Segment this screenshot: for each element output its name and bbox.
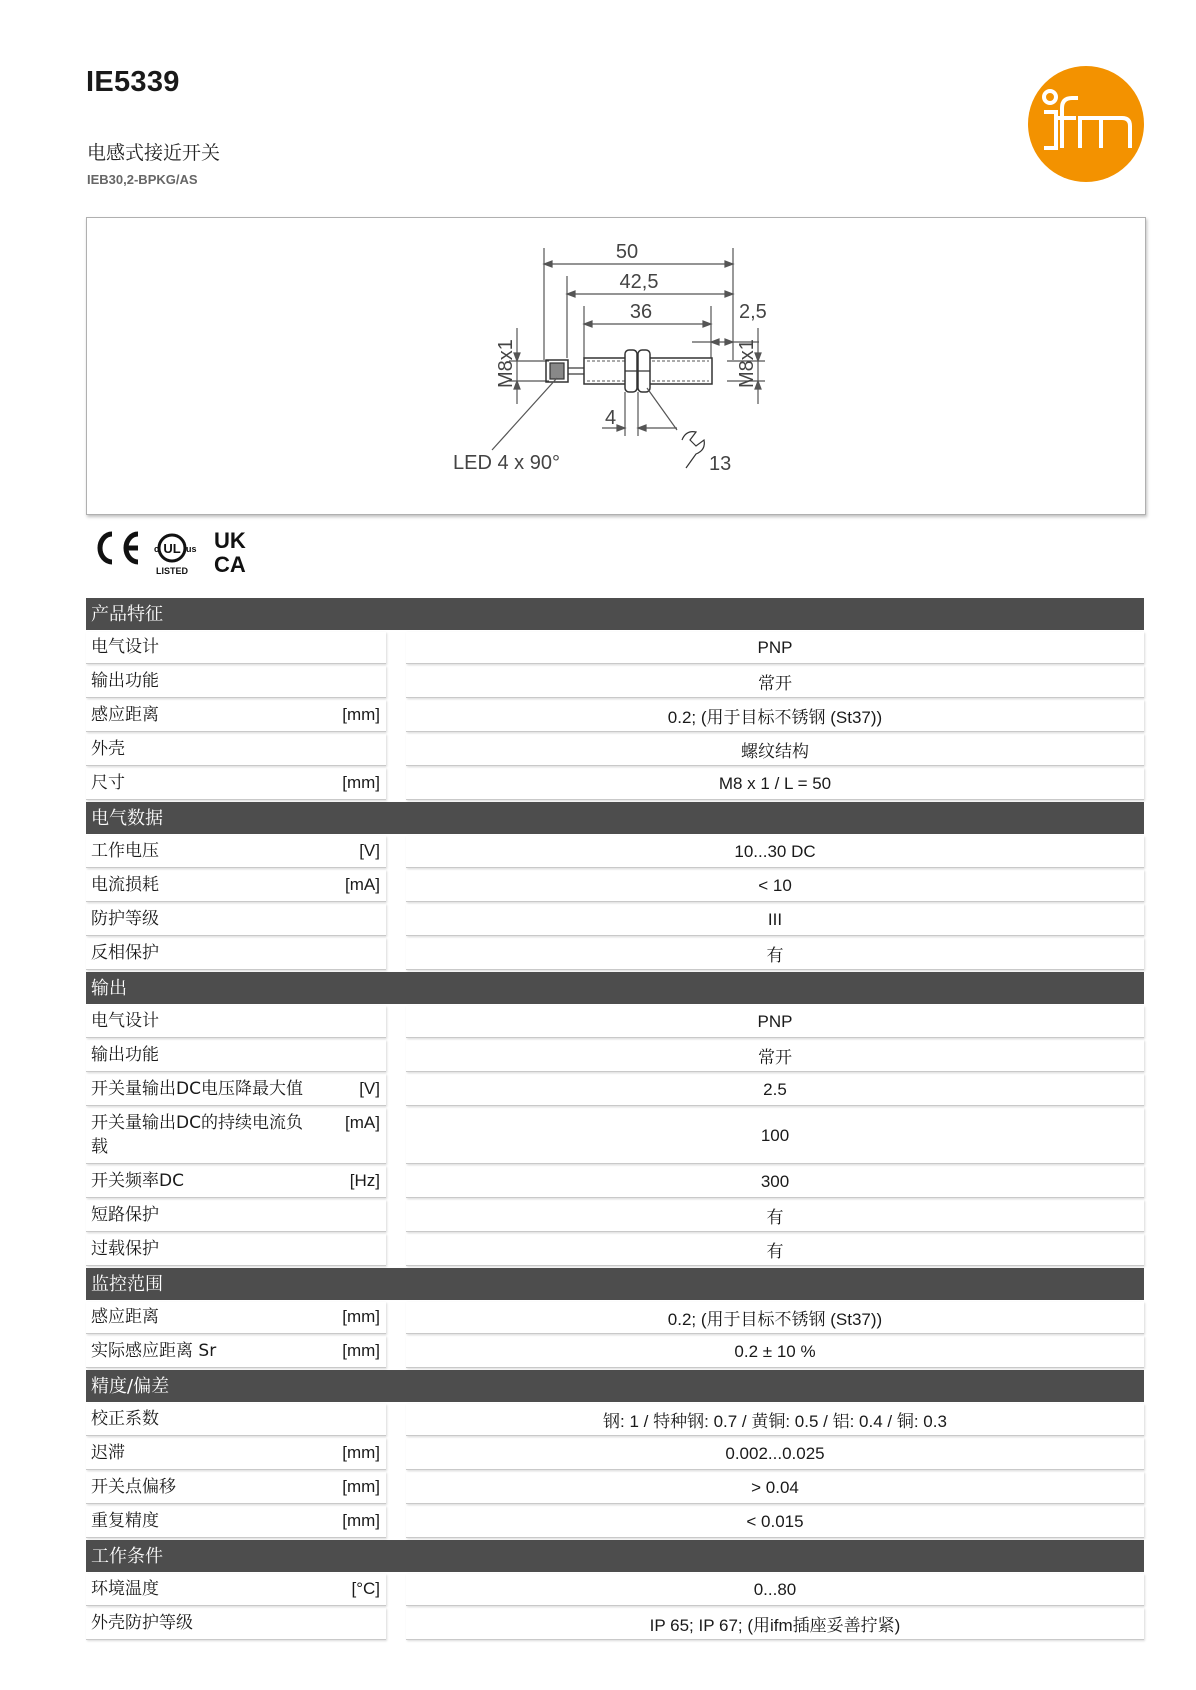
svg-text:LISTED: LISTED — [155, 566, 189, 576]
svg-text:CA: CA — [214, 552, 246, 577]
spec-label: 外壳防护等级 — [91, 1613, 193, 1633]
section-header: 产品特征 — [86, 598, 1144, 630]
spec-label-cell — [86, 1200, 386, 1232]
spec-row — [86, 1404, 1144, 1436]
spec-value: 常开 — [406, 666, 1144, 698]
spec-label: 环境温度 — [91, 1579, 159, 1599]
spec-label: 开关点偏移 — [91, 1477, 176, 1497]
spec-label: 感应距离 — [91, 1307, 159, 1327]
spec-row — [86, 1006, 1144, 1038]
spec-label: 实际感应距离 Sr — [91, 1341, 217, 1361]
spec-row — [86, 1506, 1144, 1538]
spec-label: 校正系数 — [91, 1409, 159, 1429]
svg-text:UK: UK — [214, 528, 246, 553]
spec-value: IP 65; IP 67; (用ifm插座妥善拧紧) — [406, 1608, 1144, 1640]
spec-row — [86, 1040, 1144, 1072]
dim-4: 4 — [605, 407, 617, 429]
spec-value: 100 — [406, 1108, 1144, 1164]
spec-value: 0.2 ± 10 % — [406, 1336, 1144, 1368]
spec-row — [86, 1608, 1144, 1640]
section-header: 监控范围 — [86, 1268, 1144, 1300]
spec-label: 防护等级 — [91, 909, 159, 929]
spec-value: < 10 — [406, 870, 1144, 902]
spec-unit: [mm] — [342, 773, 380, 792]
spec-value: III — [406, 904, 1144, 936]
spec-row — [86, 1200, 1144, 1232]
spec-unit: [°C] — [351, 1579, 380, 1598]
spec-label-cell — [86, 836, 386, 868]
spec-unit: [mm] — [342, 705, 380, 724]
spec-label: 感应距离 — [91, 705, 159, 725]
svg-text:UL: UL — [163, 541, 181, 556]
spec-unit: [V] — [359, 1079, 380, 1098]
dim-36: 36 — [629, 301, 653, 323]
spec-row — [86, 904, 1144, 936]
spec-table — [86, 598, 1144, 1642]
product-title: IE5339 — [86, 66, 180, 98]
spec-value: 有 — [406, 1200, 1144, 1232]
spec-label: 输出功能 — [91, 1045, 159, 1065]
spec-unit: [mm] — [342, 1511, 380, 1530]
spec-label: 工作电压 — [91, 841, 159, 861]
led-label: LED 4 x 90° — [453, 452, 560, 474]
spec-row — [86, 1472, 1144, 1504]
spec-label-cell — [86, 1006, 386, 1038]
spec-row — [86, 1438, 1144, 1470]
spec-label: 输出功能 — [91, 671, 159, 691]
spec-label: 开关量输出DC的持续电流负载 — [91, 1113, 303, 1157]
spec-unit: [mm] — [342, 1307, 380, 1326]
spec-value: 2.5 — [406, 1074, 1144, 1106]
spec-row — [86, 734, 1144, 766]
dimension-drawing-svg — [87, 218, 1145, 514]
dim-2-5: 2,5 — [739, 301, 767, 323]
spec-unit: [mA] — [345, 875, 380, 894]
spec-value: < 0.015 — [406, 1506, 1144, 1538]
spec-unit: [mA] — [345, 1113, 380, 1132]
spec-label: 开关频率DC — [91, 1171, 184, 1191]
spec-value: PNP — [406, 1006, 1144, 1038]
svg-text:us: us — [186, 544, 197, 554]
spec-label-cell — [86, 734, 386, 766]
spec-value: PNP — [406, 632, 1144, 664]
spec-label-cell — [86, 700, 386, 732]
spec-value: 常开 — [406, 1040, 1144, 1072]
dim-m8-right: M8x1 — [736, 339, 758, 388]
spec-value: 螺纹结构 — [406, 734, 1144, 766]
spec-label-cell — [86, 768, 386, 800]
spec-label-cell — [86, 1608, 386, 1640]
ifm-logo — [1028, 66, 1144, 182]
spec-row — [86, 836, 1144, 868]
dimension-drawing — [86, 217, 1146, 515]
svg-text:c: c — [154, 544, 160, 554]
spec-label-cell — [86, 1074, 386, 1106]
spec-row — [86, 1574, 1144, 1606]
spec-label-cell — [86, 632, 386, 664]
spec-label-cell — [86, 904, 386, 936]
section-header: 电气数据 — [86, 802, 1144, 834]
spec-row — [86, 768, 1144, 800]
spec-label-cell — [86, 1438, 386, 1470]
spec-value: 300 — [406, 1166, 1144, 1198]
spec-unit: [mm] — [342, 1477, 380, 1496]
spec-row — [86, 1234, 1144, 1266]
spec-label: 电气设计 — [91, 1011, 159, 1031]
spec-row — [86, 1166, 1144, 1198]
spec-row — [86, 666, 1144, 698]
section-header: 输出 — [86, 972, 1144, 1004]
spec-label-cell — [86, 1040, 386, 1072]
dim-13: 13 — [709, 453, 732, 475]
spec-label-cell — [86, 1472, 386, 1504]
spec-label-cell — [86, 1234, 386, 1266]
ul-mark — [154, 535, 197, 576]
spec-label: 外壳 — [91, 739, 125, 759]
spec-row — [86, 938, 1144, 970]
spec-row — [86, 1336, 1144, 1368]
spec-value: 0...80 — [406, 1574, 1144, 1606]
spec-unit: [mm] — [342, 1341, 380, 1360]
spec-value: 有 — [406, 1234, 1144, 1266]
spec-label-cell — [86, 938, 386, 970]
spec-label: 重复精度 — [91, 1511, 159, 1531]
spec-unit: [V] — [359, 841, 380, 860]
spec-row — [86, 1302, 1144, 1334]
spec-label-cell — [86, 1166, 386, 1198]
spec-label: 尺寸 — [91, 773, 125, 793]
spec-row — [86, 700, 1144, 732]
spec-value: 钢: 1 / 特种钢: 0.7 / 黄铜: 0.5 / 铝: 0.4 / 铜: 0.3 — [406, 1404, 1144, 1436]
product-subtitle: 电感式接近开关 — [87, 142, 221, 164]
section-header: 工作条件 — [86, 1540, 1144, 1572]
spec-value: > 0.04 — [406, 1472, 1144, 1504]
spec-unit: [Hz] — [349, 1171, 380, 1190]
spec-row — [86, 870, 1144, 902]
spec-label-cell — [86, 1574, 386, 1606]
spec-label: 迟滞 — [91, 1443, 125, 1463]
dim-42-5: 42,5 — [619, 271, 659, 293]
spec-label: 电气设计 — [91, 637, 159, 657]
ukca-mark — [214, 528, 246, 577]
spec-label: 反相保护 — [91, 943, 159, 963]
spec-label-cell — [86, 1336, 386, 1368]
spec-value: 有 — [406, 938, 1144, 970]
spec-label-cell — [86, 666, 386, 698]
ce-mark — [100, 534, 138, 562]
dim-50: 50 — [615, 241, 639, 263]
spec-row — [86, 1074, 1144, 1106]
spec-label: 电流损耗 — [91, 875, 159, 895]
spec-label-cell — [86, 1108, 386, 1164]
product-code: IEB30,2-BPKG/AS — [87, 172, 198, 187]
spec-row — [86, 1108, 1144, 1164]
spec-label-cell — [86, 870, 386, 902]
spec-label-cell — [86, 1404, 386, 1436]
spec-label-cell — [86, 1506, 386, 1538]
spec-label-cell — [86, 1302, 386, 1334]
spec-value: M8 x 1 / L = 50 — [406, 768, 1144, 800]
spec-value: 10...30 DC — [406, 836, 1144, 868]
spec-value: 0.002...0.025 — [406, 1438, 1144, 1470]
spec-value: 0.2; (用于目标不锈钢 (St37)) — [406, 700, 1144, 732]
spec-row — [86, 632, 1144, 664]
dim-m8-left: M8x1 — [495, 339, 517, 388]
section-header: 精度/偏差 — [86, 1370, 1144, 1402]
certification-marks — [90, 520, 270, 592]
spec-label: 开关量输出DC电压降最大值 — [91, 1079, 303, 1099]
spec-value: 0.2; (用于目标不锈钢 (St37)) — [406, 1302, 1144, 1334]
spec-label: 过载保护 — [91, 1239, 159, 1259]
spec-label: 短路保护 — [91, 1205, 159, 1225]
spec-unit: [mm] — [342, 1443, 380, 1462]
